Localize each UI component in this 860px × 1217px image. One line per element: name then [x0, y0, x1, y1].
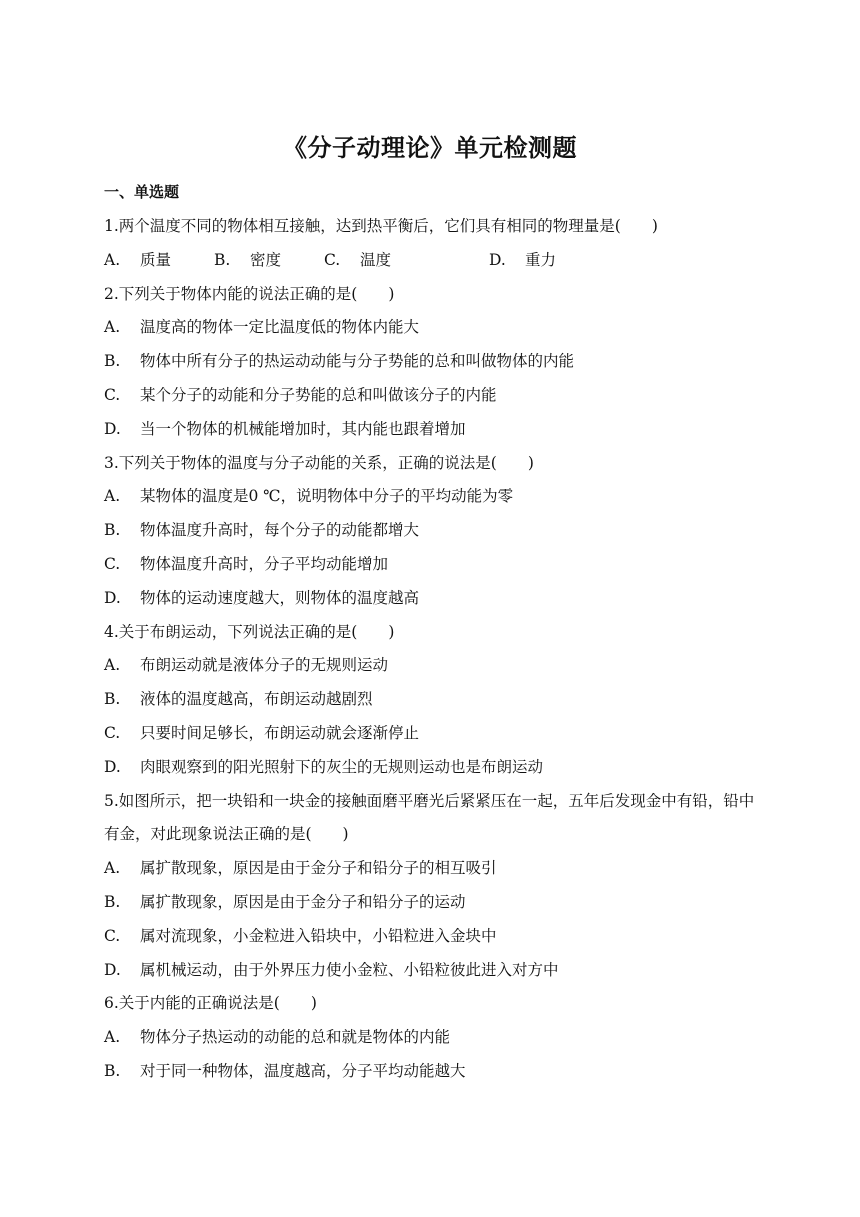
- option-text: 肉眼观察到的阳光照射下的灰尘的无规则运动也是布朗运动: [140, 757, 544, 776]
- option-letter: D.: [104, 960, 121, 979]
- option-text: 某个分子的动能和分子势能的总和叫做该分子的内能: [140, 385, 497, 404]
- question-stem: 3.下列关于物体的温度与分子动能的关系，正确的说法是( ): [104, 453, 534, 472]
- option-letter: B.: [104, 1061, 121, 1080]
- section-heading: 一、单选题: [104, 183, 180, 201]
- option-letter: D.: [104, 588, 121, 607]
- option: [324, 244, 489, 278]
- option-letter: D.: [489, 250, 506, 269]
- option-text: 重力: [525, 250, 557, 269]
- question-list: [104, 210, 764, 1089]
- option-text: 布朗运动就是液体分子的无规则运动: [140, 656, 389, 675]
- option-text: 温度: [360, 250, 392, 269]
- option: [104, 751, 764, 785]
- option-text: 质量: [140, 250, 172, 269]
- option-text: 只要时间足够长，布朗运动就会逐渐停止: [140, 723, 420, 742]
- option: [104, 379, 764, 413]
- option-text: 物体分子热运动的动能的总和就是物体的内能: [140, 1028, 451, 1047]
- option: [104, 345, 764, 379]
- option: [104, 311, 764, 345]
- option: [104, 244, 214, 278]
- option: [104, 717, 764, 751]
- option-text: 某物体的温度是0 ℃，说明物体中分子的平均动能为零: [140, 487, 514, 506]
- option-text: 当一个物体的机械能增加时，其内能也跟着增加: [140, 419, 466, 438]
- question-stem: 5.如图所示，把一块铅和一块金的接触面磨平磨光后紧紧压在一起，五年后发现金中有铅，铅中有金，对此现象说法正确的是( ): [104, 791, 755, 844]
- option: [104, 1055, 764, 1089]
- option-text: 物体温度升高时，每个分子的动能都增大: [140, 521, 420, 540]
- option-letter: B.: [104, 352, 121, 371]
- option-letter: B.: [214, 250, 231, 269]
- option-text: 液体的温度越高，布朗运动越剧烈: [140, 690, 373, 709]
- option-text: 对于同一种物体，温度越高，分子平均动能越大: [140, 1061, 466, 1080]
- option-text: 属机械运动，由于外界压力使小金粒、小铅粒彼此进入对方中: [140, 960, 559, 979]
- question-stem: 2.下列关于物体内能的说法正确的是( ): [104, 284, 395, 303]
- option-letter: D.: [104, 757, 121, 776]
- option-letter: A.: [104, 487, 121, 506]
- option-letter: B.: [104, 690, 121, 709]
- option: [104, 480, 764, 514]
- option: [104, 852, 764, 886]
- option: [104, 649, 764, 683]
- option-letter: A.: [104, 859, 121, 878]
- option-letter: B.: [104, 521, 121, 540]
- option-letter: A.: [104, 318, 121, 337]
- option-text: 温度高的物体一定比温度低的物体内能大: [140, 318, 420, 337]
- option: [104, 548, 764, 582]
- option: [104, 514, 764, 548]
- option-text: 属扩散现象，原因是由于金分子和铅分子的相互吸引: [140, 859, 497, 878]
- option: [104, 886, 764, 920]
- question-stem: 4.关于布朗运动，下列说法正确的是( ): [104, 622, 395, 641]
- option-letter: C.: [104, 926, 121, 945]
- option: [104, 1021, 764, 1055]
- option-letter: B.: [104, 892, 121, 911]
- option-row: [104, 244, 764, 278]
- option-text: 物体中所有分子的热运动动能与分子势能的总和叫做物体的内能: [140, 352, 575, 371]
- option-letter: A.: [104, 656, 121, 675]
- page-title: 《分子动理论》单元检测题: [283, 134, 577, 162]
- option: [489, 244, 609, 278]
- option-letter: C.: [324, 250, 341, 269]
- option-letter: C.: [104, 385, 121, 404]
- option: [104, 582, 764, 616]
- question-stem: 6.关于内能的正确说法是( ): [104, 994, 317, 1013]
- option-letter: C.: [104, 723, 121, 742]
- option-text: 属扩散现象，原因是由于金分子和铅分子的运动: [140, 892, 466, 911]
- option: [214, 244, 324, 278]
- option-letter: A.: [104, 250, 121, 269]
- option-letter: C.: [104, 554, 121, 573]
- option: [104, 920, 764, 954]
- option-text: 物体温度升高时，分子平均动能增加: [140, 554, 389, 573]
- option: [104, 954, 764, 988]
- option-text: 物体的运动速度越大，则物体的温度越高: [140, 588, 420, 607]
- option-text: 属对流现象，小金粒进入铅块中，小铅粒进入金块中: [140, 926, 497, 945]
- option-text: 密度: [250, 250, 282, 269]
- option-letter: D.: [104, 419, 121, 438]
- option: [104, 683, 764, 717]
- option-letter: A.: [104, 1028, 121, 1047]
- option: [104, 413, 764, 447]
- question-stem: 1.两个温度不同的物体相互接触，达到热平衡后，它们具有相同的物理量是( ): [104, 217, 658, 235]
